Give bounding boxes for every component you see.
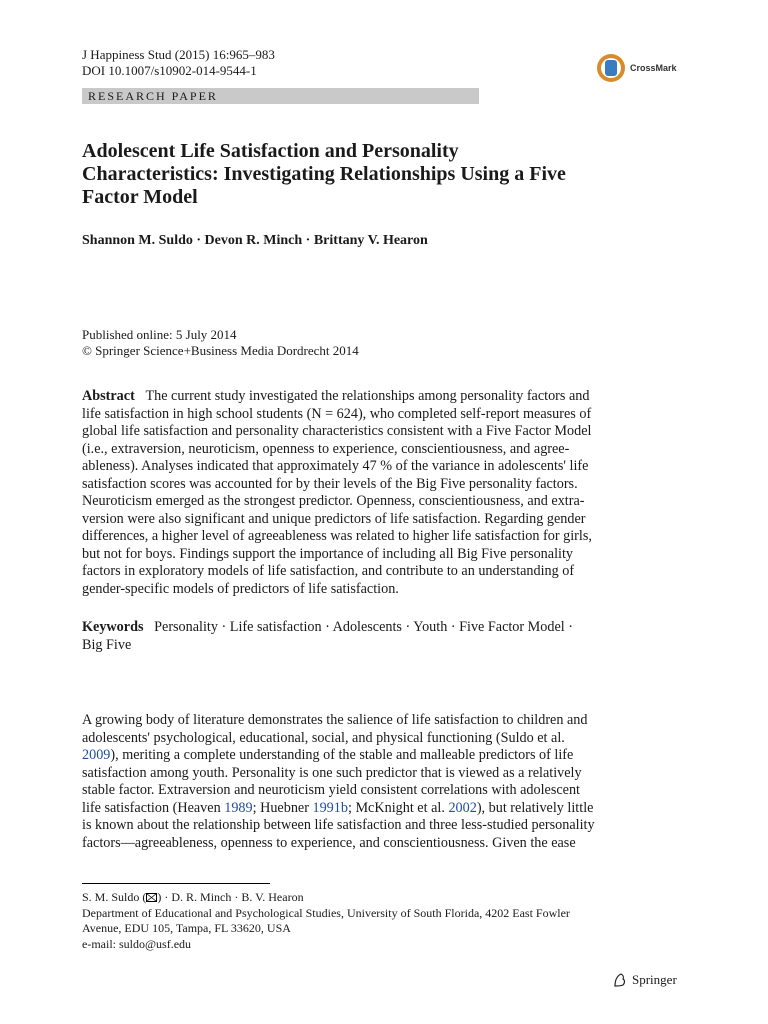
published-date: Published online: 5 July 2014	[82, 327, 237, 342]
abstract-line: gender-specific models of predictors of life satisfaction.	[82, 580, 399, 597]
title-line-3: Factor Model	[82, 186, 198, 208]
citation-link[interactable]: 1991b	[312, 799, 348, 816]
section-label: RESEARCH PAPER	[88, 89, 218, 103]
keywords	[82, 618, 686, 654]
body-line: adolescents' psychological, educational, social, and physical functioning (Suldo et al.	[82, 729, 565, 746]
section-label-bar	[82, 88, 479, 104]
publisher-name: Springer	[632, 972, 677, 987]
abstract-line: version were also significant and unique predictors of life satisfaction. Regarding gender	[82, 510, 586, 527]
abstract-line: but not for boys. Findings support the importance of including all Big Five personality	[82, 545, 573, 562]
envelope-icon	[146, 893, 157, 902]
copyright-line: © Springer Science+Business Media Dordrecht 2014	[82, 343, 359, 358]
body-line: life satisfaction (Heaven 1989; Huebner 1991b; McKnight et al. 2002), but relatively little	[82, 799, 594, 816]
email-line: e-mail: suldo@usf.edu	[82, 936, 192, 951]
footnote-authors: S. M. Suldo ( ) · D. R. Minch · B. V. Hearon	[82, 890, 304, 904]
author-footnote	[82, 890, 686, 952]
author-list: Shannon M. Suldo · Devon R. Minch · Brittany V. Hearon	[82, 233, 428, 248]
abstract-heading: Abstract	[82, 388, 135, 404]
citation-link[interactable]: 2002	[448, 799, 477, 816]
crossmark-label: CrossMark	[630, 63, 677, 73]
doi-line: DOI 10.1007/s10902-014-9544-1	[82, 63, 257, 78]
abstract	[82, 388, 686, 598]
citation-link[interactable]: 2009	[82, 747, 111, 763]
affiliation-line-2: Avenue, EDU 105, Tampa, FL 33620, USA	[82, 921, 291, 935]
crossmark-icon	[596, 53, 626, 83]
abstract-line: satisfaction scores was accounted for by their levels of the Big Five personality factors.	[82, 475, 578, 492]
intro-paragraph	[82, 712, 686, 852]
citation-link[interactable]: 1989	[224, 799, 253, 816]
title-line-2: Characteristics: Investigating Relationships Using a Five	[82, 163, 566, 185]
abstract-line: (i.e., extraversion, neuroticism, openness to experience, conscientiousness, and agree-	[82, 440, 570, 457]
body-line: 2009), meriting a complete understanding of the stable and malleable predictors of life	[82, 747, 574, 763]
keywords-line-2: Big Five	[82, 637, 132, 653]
publication-info	[82, 327, 359, 359]
affiliation-line-1: Department of Educational and Psychological Studies, University of South Florida, 4202 East Fowler	[82, 905, 570, 920]
abstract-line: global life satisfaction and personality characteristics consistent with a Five Factor Model	[82, 423, 592, 439]
journal-citation	[82, 47, 275, 79]
abstract-line: Neuroticism emerged as the strongest predictor. Openness, conscientiousness, and extra-	[82, 493, 585, 509]
abstract-line: life satisfaction in high school students (N = 624), who completed self-report measures of	[82, 405, 592, 422]
footnote-rule	[82, 883, 270, 884]
publisher-logo	[612, 972, 677, 988]
body-line: is known about the relationship between life satisfaction and three less-studied personality	[82, 817, 595, 833]
body-line: satisfaction among youth. Personality is one such predictor that is viewed as a relatively	[82, 764, 582, 781]
body-line: factors—agreeableness, openness to experience, and conscientiousness. Given the ease	[82, 834, 576, 851]
abstract-line: differences, a higher level of agreeableness was related to higher life satisfaction for girls,	[82, 528, 592, 544]
keywords-heading: Keywords	[82, 619, 144, 635]
abstract-line: factors in exploratory models of life satisfaction, and contribute to an understanding of	[82, 563, 575, 579]
title-line-1: Adolescent Life Satisfaction and Personality	[82, 140, 459, 162]
body-line: A growing body of literature demonstrates the salience of life satisfaction to children and	[82, 712, 588, 728]
article-title	[82, 140, 682, 209]
keywords-line-1: Keywords Personality · Life satisfaction · Adolescents · Youth · Five Factor Model ·	[82, 619, 573, 635]
body-line: stable factor. Extraversion and neuroticism yield consistent correlations with adolescent	[82, 782, 580, 798]
journal-line: J Happiness Stud (2015) 16:965–983	[82, 47, 275, 62]
springer-horse-icon	[612, 972, 628, 988]
crossmark-badge[interactable]	[596, 53, 688, 83]
abstract-line: Abstract The current study investigated the relationships among personality factors and	[82, 388, 590, 404]
abstract-line: ableness). Analyses indicated that approximately 47 % of the variance in adolescents' life	[82, 458, 589, 474]
